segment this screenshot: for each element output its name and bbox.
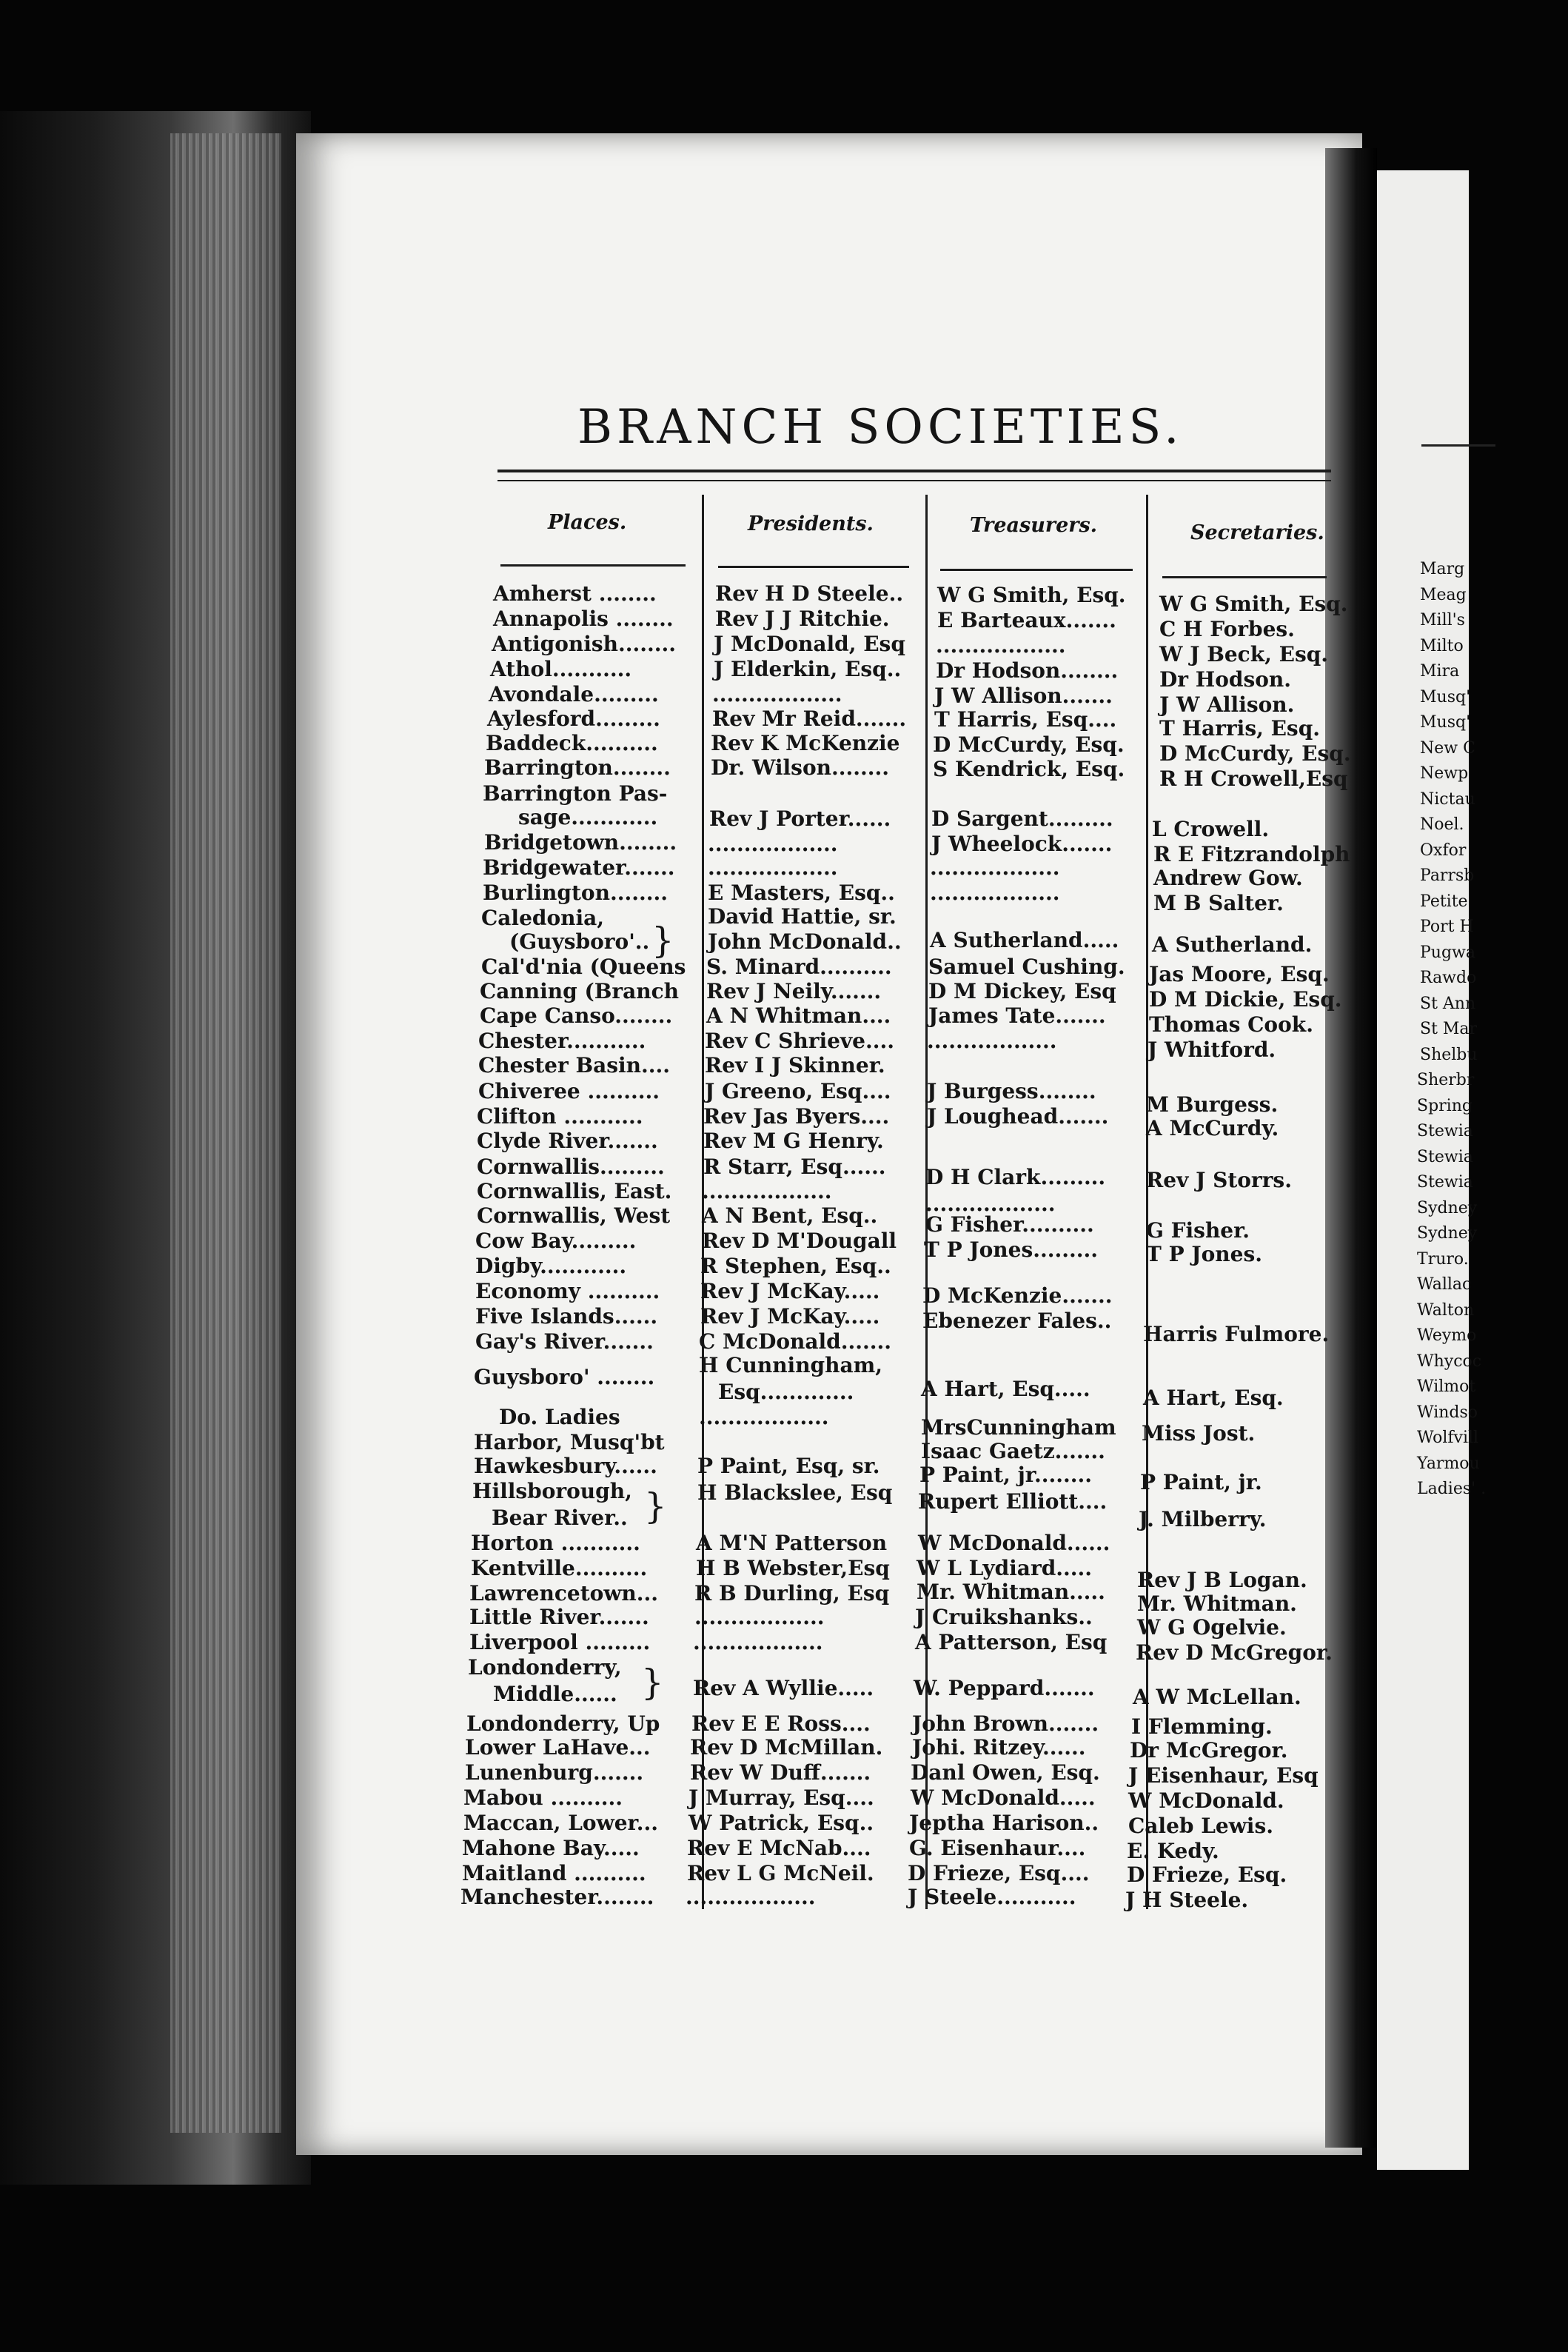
page-gutter bbox=[1325, 148, 1377, 2148]
secretary-name: L Crowell. bbox=[1152, 817, 1270, 841]
secretary-name: T Harris, Esq. bbox=[1159, 716, 1321, 741]
treasurer-name: G. Eisenhaur.... bbox=[909, 1836, 1086, 1860]
treasurer-name: D M Dickey, Esq bbox=[928, 979, 1116, 1003]
next-page-place-fragment: Parrsb bbox=[1420, 866, 1475, 885]
secretary-name: I Flemming. bbox=[1131, 1714, 1273, 1739]
place-name: Chester........... bbox=[478, 1029, 646, 1053]
treasurer-name: Danl Owen, Esq. bbox=[911, 1760, 1100, 1785]
president-name: Rev H D Steele.. bbox=[715, 581, 904, 606]
president-name: Rev J McKay..... bbox=[700, 1279, 880, 1303]
place-name: Antigonish........ bbox=[492, 632, 677, 656]
secretary-name: D M Dickie, Esq. bbox=[1149, 987, 1342, 1012]
treasurer-name: D Sargent......... bbox=[931, 806, 1113, 831]
treasurer-name: Jeptha Harison.. bbox=[909, 1811, 1099, 1835]
next-page-place-fragment: Nictau bbox=[1420, 789, 1475, 809]
treasurer-name: Dr Hodson........ bbox=[936, 658, 1119, 683]
president-name: .................. bbox=[694, 1605, 825, 1629]
place-name: Cal'd'nia (Queens bbox=[481, 955, 686, 979]
place-name: Cow Bay......... bbox=[475, 1229, 637, 1253]
president-name: .................. bbox=[708, 832, 838, 856]
column-header-treasurers: Treasurers. bbox=[970, 514, 1098, 537]
next-page-place-fragment: St Mar bbox=[1420, 1020, 1478, 1038]
president-name: J Murray, Esq.... bbox=[688, 1785, 874, 1810]
places-header-underline bbox=[500, 564, 686, 567]
place-name: Baddeck.......... bbox=[486, 731, 658, 755]
brace-hillsborough: } bbox=[644, 1486, 667, 1527]
secretary-name: M B Salter. bbox=[1153, 891, 1284, 915]
treasurer-name: D McKenzie....... bbox=[922, 1283, 1113, 1308]
secretary-name: R H Crowell,Esq bbox=[1159, 766, 1348, 791]
secretary-name: P Paint, jr. bbox=[1140, 1470, 1262, 1494]
place-name: sage............ bbox=[518, 805, 658, 829]
treasurer-name: G Fisher.......... bbox=[925, 1212, 1094, 1237]
place-name: Chiveree .......... bbox=[478, 1079, 660, 1103]
president-name: .................. bbox=[693, 1630, 823, 1654]
secretary-name: Rev J B Logan. bbox=[1137, 1568, 1307, 1592]
place-name: Amherst ........ bbox=[493, 581, 657, 606]
secretary-name: J H Steele. bbox=[1125, 1888, 1249, 1912]
treasurer-name: W McDonald...... bbox=[918, 1531, 1110, 1555]
treasurer-name: W McDonald..... bbox=[911, 1785, 1096, 1810]
treasurer-name: Rupert Elliott.... bbox=[918, 1489, 1108, 1514]
place-name: Guysboro' ........ bbox=[474, 1365, 655, 1389]
president-name: C McDonald....... bbox=[699, 1329, 891, 1354]
place-name: Lawrencetown... bbox=[469, 1581, 659, 1606]
place-name: Barrington Pas- bbox=[483, 781, 668, 806]
president-name: Rev J Neily....... bbox=[706, 979, 882, 1003]
president-name: Rev D McMillan. bbox=[690, 1735, 883, 1760]
place-name: Cornwallis......... bbox=[477, 1155, 665, 1179]
secretary-name: D Frieze, Esq. bbox=[1127, 1862, 1287, 1887]
next-page-place-fragment: Mira bbox=[1420, 662, 1460, 681]
place-name: Londonderry, bbox=[468, 1655, 622, 1680]
place-name: Little River....... bbox=[469, 1605, 649, 1629]
treasurer-name: J Cruikshanks.. bbox=[915, 1605, 1093, 1629]
header-rule-top-thin bbox=[497, 480, 1331, 481]
treasurer-name: MrsCunningham bbox=[921, 1415, 1116, 1440]
next-page-place-fragment: New C bbox=[1420, 738, 1475, 758]
president-name: A M'N Patterson bbox=[696, 1531, 888, 1555]
place-name: Canning (Branch bbox=[480, 979, 680, 1003]
next-page-place-fragment: Stewia bbox=[1417, 1147, 1473, 1166]
next-page-place-fragment: Truro. bbox=[1417, 1249, 1469, 1269]
secretary-name: J. Milberry. bbox=[1139, 1507, 1267, 1531]
president-name: J Elderkin, Esq.. bbox=[714, 657, 902, 681]
secretary-name: Miss Jost. bbox=[1142, 1421, 1256, 1446]
next-page-place-fragment: Wilmot bbox=[1417, 1377, 1476, 1396]
secretary-name: Andrew Gow. bbox=[1153, 866, 1303, 890]
treasurer-name: John Brown....... bbox=[912, 1711, 1099, 1736]
treasurer-name: D McCurdy, Esq. bbox=[933, 732, 1125, 757]
treasurer-name: .................. bbox=[930, 855, 1060, 880]
president-name: A N Bent, Esq.. bbox=[702, 1203, 878, 1228]
secretary-name: Dr McGregor. bbox=[1130, 1738, 1288, 1763]
president-name: Rev E E Ross.... bbox=[691, 1711, 871, 1736]
treasurer-name: .................. bbox=[930, 881, 1060, 905]
treasurer-name: J W Allison....... bbox=[934, 684, 1113, 708]
next-page-rule bbox=[1421, 444, 1495, 447]
treasurer-name: Isaac Gaetz....... bbox=[921, 1439, 1105, 1463]
president-name: Rev Mr Reid....... bbox=[712, 706, 907, 731]
treasurer-name: E Barteaux....... bbox=[937, 608, 1116, 632]
secretary-name: Jas Moore, Esq. bbox=[1149, 962, 1330, 986]
secretary-name: Thomas Cook. bbox=[1149, 1012, 1313, 1037]
next-page-place-fragment: Sydney bbox=[1417, 1224, 1478, 1243]
treasurer-name: Samuel Cushing. bbox=[928, 955, 1125, 979]
treasurer-name: .................. bbox=[925, 1192, 1056, 1216]
treasurer-name: Mr. Whitman..... bbox=[917, 1580, 1105, 1604]
place-name: Do. Ladies bbox=[499, 1405, 620, 1429]
president-name: H B Webster,Esq bbox=[696, 1556, 890, 1580]
president-name: H Blackslee, Esq bbox=[697, 1480, 893, 1505]
secretary-name: W McDonald. bbox=[1128, 1788, 1284, 1813]
secretary-name: Rev J Storrs. bbox=[1146, 1168, 1292, 1192]
place-name: (Guysboro'.. bbox=[509, 929, 650, 954]
place-name: Middle...... bbox=[493, 1682, 617, 1706]
next-page-place-fragment: Windso bbox=[1417, 1403, 1478, 1422]
treasurer-name: W. Peppard....... bbox=[914, 1676, 1095, 1700]
place-name: Kentville.......... bbox=[471, 1556, 648, 1580]
place-name: Chester Basin.... bbox=[478, 1053, 671, 1078]
secretary-name: E. Kedy. bbox=[1127, 1839, 1219, 1863]
secretary-name: Rev D McGregor. bbox=[1136, 1640, 1333, 1665]
treasurer-name: Ebenezer Fales.. bbox=[922, 1309, 1112, 1333]
treasurer-name: J Steele........... bbox=[908, 1885, 1076, 1909]
president-name: Rev E McNab.... bbox=[687, 1836, 871, 1860]
brace-londonderry: } bbox=[641, 1662, 664, 1703]
secretary-name: R E Fitzrandolph bbox=[1153, 842, 1350, 866]
treasurer-name: A Sutherland..... bbox=[930, 928, 1119, 952]
place-name: Bridgewater....... bbox=[483, 855, 675, 880]
next-page-place-fragment: Weymo bbox=[1417, 1326, 1477, 1345]
place-name: Londonderry, Up bbox=[466, 1711, 660, 1736]
next-page-place-fragment: Marg bbox=[1420, 560, 1465, 578]
place-name: Manchester........ bbox=[460, 1885, 654, 1909]
treasurer-name: J Burgess........ bbox=[927, 1079, 1096, 1103]
secretary-name: W G Smith, Esq. bbox=[1159, 592, 1348, 616]
president-name: Rev K McKenzie bbox=[711, 731, 900, 755]
next-page-place-fragment: Meag bbox=[1420, 585, 1467, 604]
president-name: Dr. Wilson........ bbox=[711, 755, 889, 780]
treasurer-name: Johi. Ritzey...... bbox=[912, 1735, 1086, 1760]
place-name: Digby............ bbox=[475, 1254, 627, 1278]
secretary-name: W J Beck, Esq. bbox=[1159, 642, 1329, 666]
next-page-place-fragment: Pugwa bbox=[1420, 943, 1476, 962]
place-name: Maitland .......... bbox=[462, 1861, 646, 1885]
secretary-name: Harris Fulmore. bbox=[1143, 1322, 1330, 1346]
president-name: J Greeno, Esq.... bbox=[705, 1079, 891, 1103]
place-name: Lunenburg....... bbox=[465, 1760, 644, 1785]
brace-caledonia: } bbox=[651, 920, 674, 961]
president-name: Rev L G McNeil. bbox=[687, 1861, 874, 1885]
column-header-places: Places. bbox=[548, 511, 627, 534]
next-page-place-fragment: Musq' bbox=[1420, 687, 1471, 706]
column-header-presidents: Presidents. bbox=[748, 512, 874, 535]
place-name: Five Islands...... bbox=[475, 1304, 658, 1329]
treasurer-name: A Patterson, Esq bbox=[915, 1630, 1108, 1654]
page-title: BRANCH SOCIETIES. bbox=[577, 400, 1184, 455]
treasurer-name: T Harris, Esq.... bbox=[934, 707, 1117, 732]
next-page-fragment bbox=[1377, 170, 1487, 2170]
next-page-place-fragment: Yarmou bbox=[1417, 1454, 1480, 1473]
president-name: Rev J Porter...... bbox=[709, 806, 891, 831]
president-name: W Patrick, Esq.. bbox=[688, 1811, 874, 1835]
secretary-name: M Burgess. bbox=[1146, 1092, 1279, 1117]
place-name: Bridgetown........ bbox=[484, 830, 677, 855]
next-page-place-fragment: Sydney bbox=[1417, 1198, 1478, 1217]
place-name: Lower LaHave... bbox=[465, 1735, 651, 1760]
president-name: .................. bbox=[702, 1179, 832, 1203]
place-name: Athol........... bbox=[490, 657, 632, 681]
next-page-place-fragment: Ladies' . bbox=[1417, 1480, 1487, 1498]
place-name: Caledonia, bbox=[481, 906, 605, 930]
next-page-place-fragment: Stewia bbox=[1417, 1173, 1473, 1192]
president-name: P Paint, Esq, sr. bbox=[697, 1454, 880, 1478]
president-name: S. Minard.......... bbox=[706, 955, 892, 979]
place-name: Burlington........ bbox=[483, 881, 668, 905]
next-page-place-fragment: Wolfvill bbox=[1417, 1429, 1479, 1447]
place-name: Liverpool ......... bbox=[469, 1630, 651, 1654]
next-page-place-fragment: Petite bbox=[1420, 892, 1468, 911]
president-name: R Stephen, Esq.. bbox=[700, 1254, 891, 1278]
next-page-place-fragment: St Ann bbox=[1420, 994, 1476, 1013]
next-page-place-fragment: Port H bbox=[1420, 918, 1474, 936]
place-name: Clifton ........... bbox=[477, 1104, 643, 1129]
place-name: Hawkesbury...... bbox=[474, 1454, 657, 1478]
place-name: Horton ........... bbox=[471, 1531, 640, 1555]
place-name: Mabou .......... bbox=[463, 1785, 623, 1810]
place-name: Barrington........ bbox=[484, 755, 671, 780]
president-name: Rev J J Ritchie. bbox=[715, 607, 890, 631]
column-header-secretaries: Secretaries. bbox=[1190, 521, 1324, 544]
secretary-name: Caleb Lewis. bbox=[1128, 1814, 1273, 1838]
next-page-place-fragment: Sherbr bbox=[1417, 1071, 1475, 1089]
next-page-place-fragment: Shelbu bbox=[1420, 1045, 1478, 1064]
president-name: .................. bbox=[708, 855, 838, 880]
treasurers-header-underline bbox=[940, 569, 1133, 571]
president-name: Rev A Wyllie..... bbox=[693, 1676, 874, 1700]
secretary-name: T P Jones. bbox=[1146, 1242, 1262, 1266]
place-name: Cornwallis, West bbox=[477, 1203, 671, 1228]
next-page-place-fragment: Mill's bbox=[1420, 611, 1465, 629]
header-rule-top bbox=[497, 470, 1331, 472]
secretary-name: J Whitford. bbox=[1147, 1038, 1276, 1062]
next-page-place-fragment: Rawdo bbox=[1420, 969, 1477, 987]
secretary-name: A Sutherland. bbox=[1152, 932, 1313, 957]
presidents-header-underline bbox=[718, 566, 909, 568]
secretary-name: A McCurdy. bbox=[1146, 1116, 1279, 1140]
next-page-place-fragment: Newp bbox=[1420, 764, 1469, 783]
place-name: Clyde River....... bbox=[477, 1129, 658, 1153]
president-name: Rev Jas Byers.... bbox=[703, 1104, 890, 1129]
secretary-name: Mr. Whitman. bbox=[1137, 1591, 1297, 1616]
next-page-place-fragment: Walton bbox=[1417, 1300, 1475, 1320]
secretaries-header-underline bbox=[1162, 576, 1327, 578]
president-name: Rev J McKay..... bbox=[700, 1304, 880, 1329]
secretary-name: J W Allison. bbox=[1159, 692, 1295, 717]
next-page-place-fragment: Spring bbox=[1417, 1096, 1472, 1115]
treasurer-name: .................. bbox=[936, 633, 1066, 658]
secretary-name: J Eisenhaur, Esq bbox=[1128, 1763, 1319, 1788]
secretary-name: Dr Hodson. bbox=[1159, 667, 1292, 692]
next-page-place-fragment: Milto bbox=[1420, 636, 1464, 655]
place-name: Aylesford......... bbox=[487, 706, 660, 731]
secretary-name: A W McLellan. bbox=[1133, 1685, 1301, 1709]
place-name: Cornwallis, East. bbox=[477, 1179, 672, 1203]
treasurer-name: P Paint, jr........ bbox=[919, 1463, 1092, 1487]
secretary-name: A Hart, Esq. bbox=[1143, 1386, 1284, 1410]
secretary-name: D McCurdy, Esq. bbox=[1159, 741, 1351, 766]
president-name: Rev I J Skinner. bbox=[705, 1053, 885, 1078]
next-page-place-fragment: Stewia bbox=[1417, 1122, 1473, 1140]
place-name: Annapolis ........ bbox=[493, 607, 674, 631]
president-name: A N Whitman.... bbox=[706, 1003, 891, 1028]
place-name: Gay's River....... bbox=[475, 1329, 654, 1354]
place-name: Cape Canso........ bbox=[480, 1003, 673, 1028]
place-name: Avondale......... bbox=[489, 682, 659, 706]
president-name: Esq............. bbox=[718, 1380, 854, 1404]
treasurer-name: W G Smith, Esq. bbox=[937, 583, 1126, 607]
treasurer-name: J Wheelock....... bbox=[931, 832, 1113, 856]
treasurer-name: .................. bbox=[927, 1029, 1057, 1053]
next-page-place-fragment: Whycoc bbox=[1417, 1352, 1482, 1371]
president-name: Rev D M'Dougall bbox=[702, 1229, 897, 1253]
treasurer-name: W L Lydiard..... bbox=[917, 1556, 1093, 1580]
next-page-place-fragment: Wallac bbox=[1417, 1275, 1472, 1294]
secretary-name: C H Forbes. bbox=[1159, 617, 1295, 641]
treasurer-name: T P Jones......... bbox=[924, 1237, 1098, 1262]
president-name: John McDonald.. bbox=[708, 929, 902, 954]
secretary-name: G Fisher. bbox=[1146, 1218, 1250, 1243]
president-name: H Cunningham, bbox=[699, 1353, 883, 1377]
treasurer-name: S Kendrick, Esq. bbox=[933, 757, 1125, 781]
place-name: Bear River.. bbox=[492, 1506, 628, 1530]
treasurer-name: J Loughead....... bbox=[927, 1104, 1109, 1129]
treasurer-name: A Hart, Esq..... bbox=[921, 1377, 1090, 1401]
treasurer-name: James Tate....... bbox=[928, 1003, 1106, 1028]
place-name: Mahone Bay..... bbox=[462, 1836, 640, 1860]
president-name: .................. bbox=[686, 1885, 816, 1909]
page-edges bbox=[170, 133, 281, 2133]
next-page-place-fragment: Musq' bbox=[1420, 713, 1471, 732]
president-name: E Masters, Esq.. bbox=[708, 881, 895, 905]
president-name: Rev M G Henry. bbox=[703, 1129, 884, 1153]
president-name: Rev W Duff....... bbox=[690, 1760, 871, 1785]
next-page-place-fragment: Oxfor bbox=[1420, 841, 1467, 860]
president-name: R Starr, Esq...... bbox=[703, 1155, 886, 1179]
secretary-name: W G Ogelvie. bbox=[1137, 1615, 1287, 1640]
treasurer-name: D H Clark......... bbox=[925, 1165, 1106, 1189]
place-name: Harbor, Musq'bt bbox=[474, 1430, 665, 1454]
president-name: R B Durling, Esq bbox=[694, 1581, 890, 1606]
place-name: Maccan, Lower... bbox=[463, 1811, 658, 1835]
next-page-place-fragment: Noel. bbox=[1420, 815, 1464, 834]
place-name: Economy .......... bbox=[475, 1279, 660, 1303]
president-name: J McDonald, Esq bbox=[714, 632, 905, 656]
president-name: .................. bbox=[712, 682, 842, 706]
president-name: David Hattie, sr. bbox=[708, 904, 897, 929]
president-name: .................. bbox=[699, 1405, 829, 1429]
place-name: Hillsborough, bbox=[472, 1479, 632, 1503]
treasurer-name: D Frieze, Esq.... bbox=[908, 1861, 1090, 1885]
president-name: Rev C Shrieve.... bbox=[705, 1029, 894, 1053]
